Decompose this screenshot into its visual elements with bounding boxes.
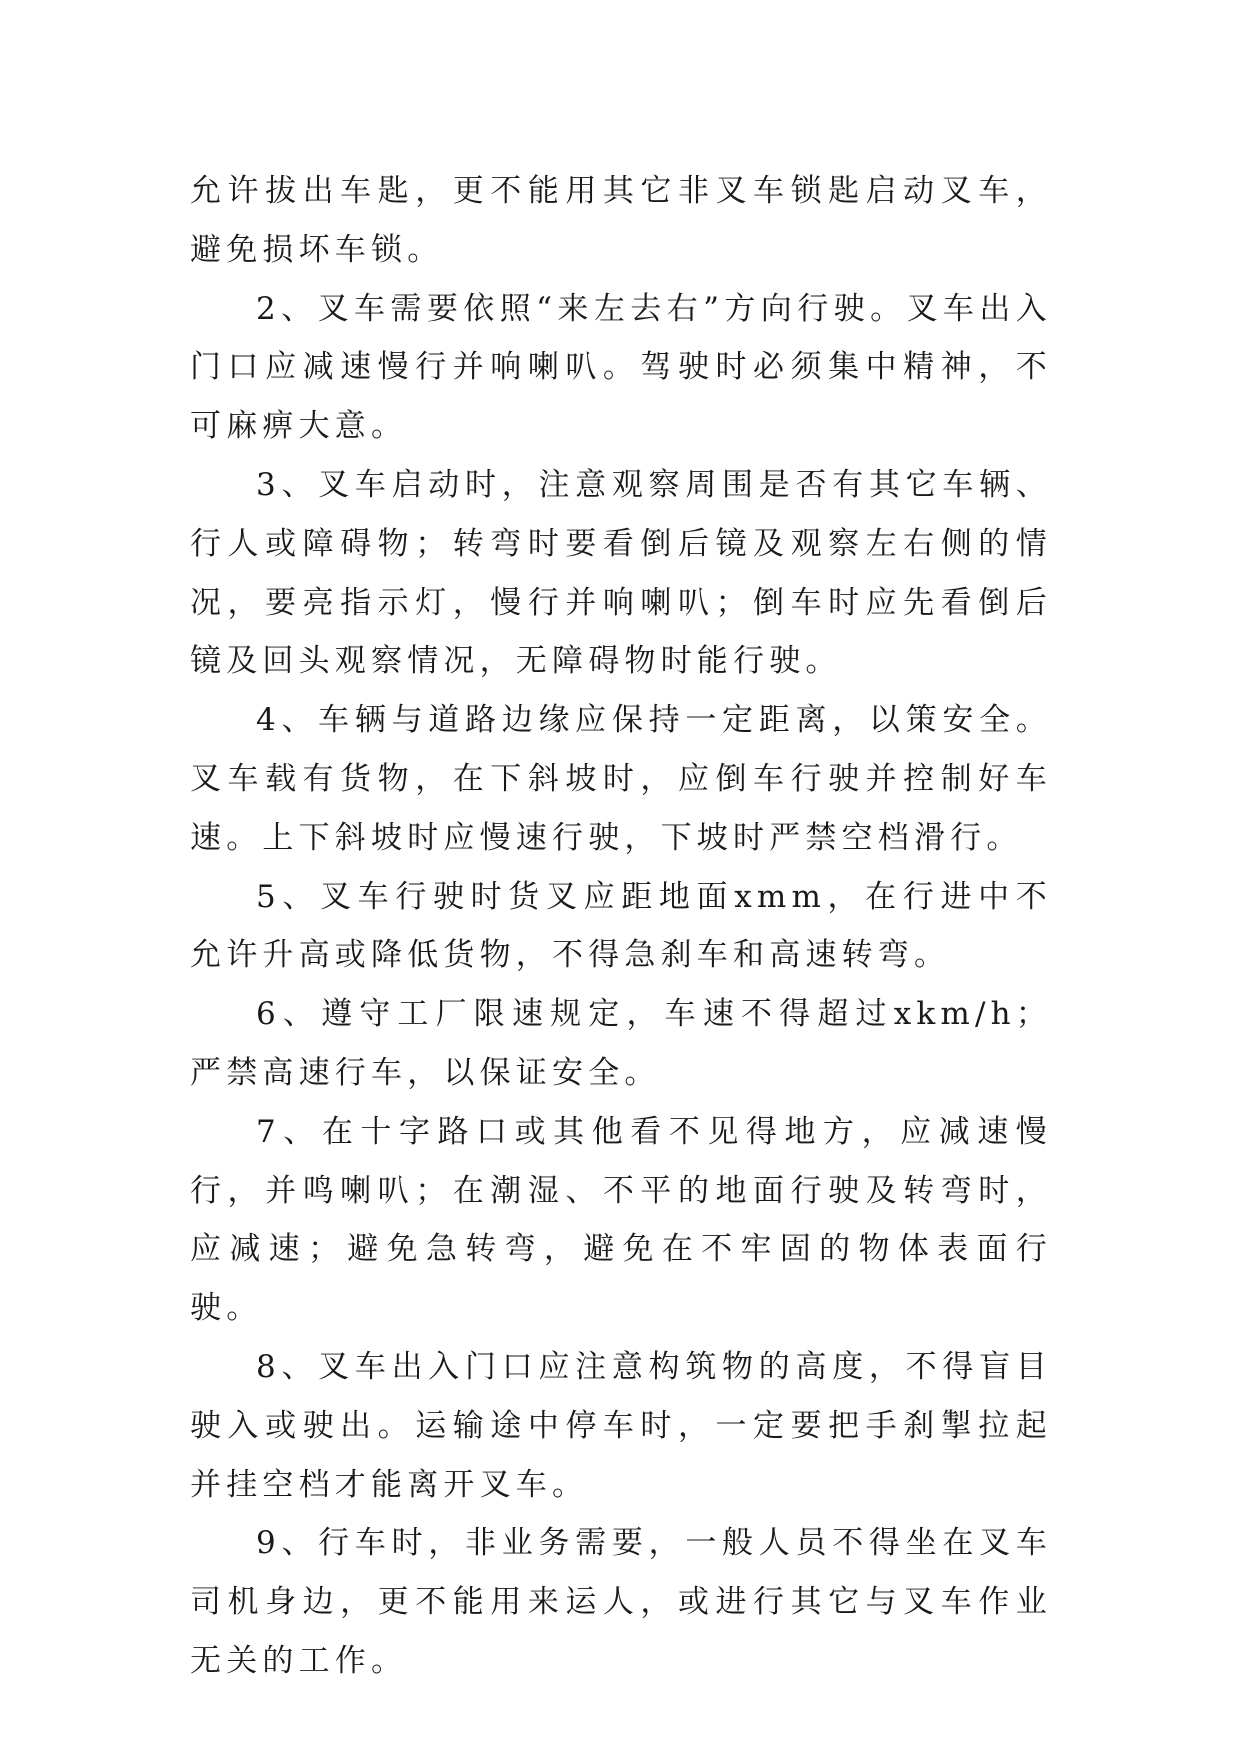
rule-item-2: 2、叉车需要依照“来左去右”方向行驶。叉车出入门口应减速慢行并响喇叭。驾驶时必须集中精神，不可麻痹大意。: [190, 290, 1052, 445]
rule-item-5: 5、叉车行驶时货叉应距地面xmm，在行进中不允许升高或降低货物，不得急刹车和高速转弯。: [190, 878, 1052, 974]
rule-item-6: 6、遵守工厂限速规定，车速不得超过xkm/h；严禁高速行车，以保证安全。: [190, 996, 1052, 1091]
rule-item-3: 3、叉车启动时，注意观察周围是否有其它车辆、行人或障碍物；转弯时要看倒后镜及观察左右侧的情况，要亮指示灯，慢行并响喇叭；倒车时应先看倒后镜及回头观察情况，无障碍物时能行驶。: [190, 466, 1052, 680]
rule-item-4: 4、车辆与道路边缘应保持一定距离，以策安全。叉车载有货物，在下斜坡时，应倒车行驶并控制好车速。上下斜坡时应慢速行驶，下坡时严禁空档滑行。: [190, 702, 1052, 856]
rule-item-7: 7、在十字路口或其他看不见得地方，应减速慢行，并鸣喇叭；在潮湿、不平的地面行驶及转弯时，应减速；避免急转弯，避免在不牢固的物体表面行驶。: [190, 1113, 1052, 1327]
rule-item-8: 8、叉车出入门口应注意构筑物的高度，不得盲目驶入或驶出。运输途中停车时，一定要把手刹掣拉起并挂空档才能离开叉车。: [190, 1348, 1052, 1503]
rule-item-9: 9、行车时，非业务需要，一般人员不得坐在叉车司机身边，更不能用来运人，或进行其它与叉车作业无关的工作。: [190, 1525, 1052, 1679]
document-body: [190, 162, 1052, 1691]
paragraph-continuation: 允许拔出车匙，更不能用其它非叉车锁匙启动叉车，避免损坏车锁。: [190, 173, 1052, 268]
